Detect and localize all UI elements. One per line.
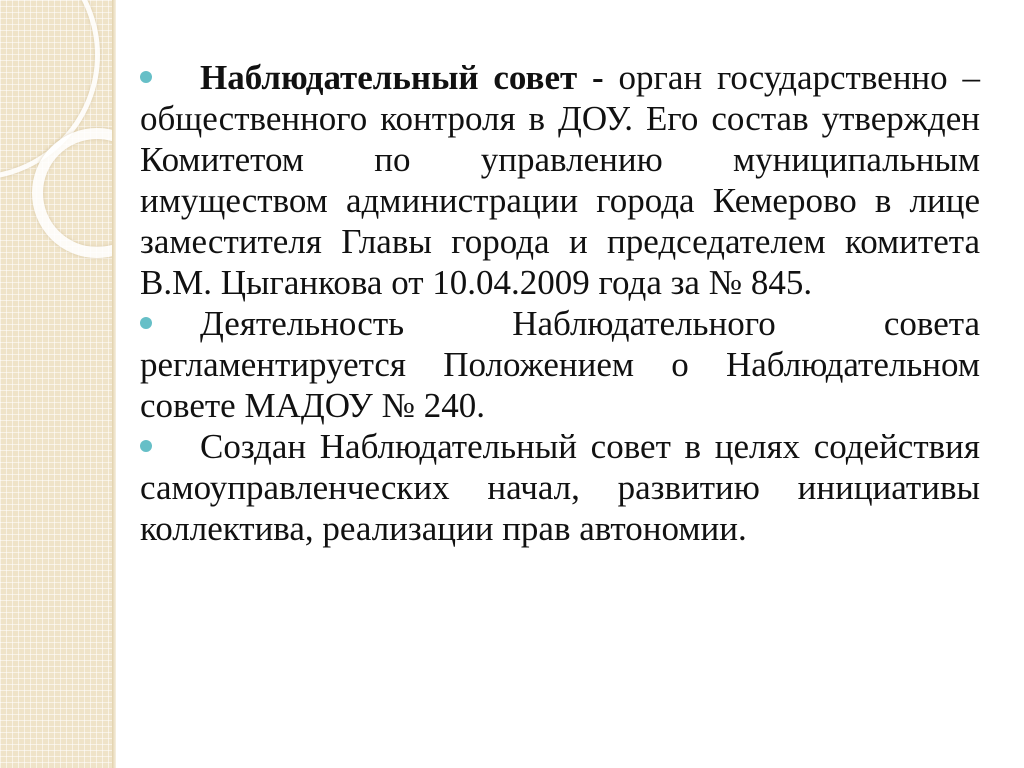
sidebar-divider <box>112 0 116 768</box>
slide-body <box>140 57 980 549</box>
bullet-item-activity <box>140 303 980 426</box>
item-text: Создан Наблюдательный совет в целях содействия самоуправленческих начал, развитию инициативы коллектива, реализации прав автономии. <box>140 427 980 548</box>
bullet-dot-icon <box>140 317 152 329</box>
item-text: Деятельность Наблюдательного совета регламентируется Положением о Наблюдательном совете МАДОУ № 240. <box>140 304 980 425</box>
bullet-dot-icon <box>140 71 152 83</box>
decorative-sidebar <box>0 0 112 768</box>
bullet-dot-icon <box>140 440 152 452</box>
item-text: орган государственно – общественного контроля в ДОУ. Его состав утвержден Комитетом по управлению муниципальным имуществом администрации города Кемерово в лице заместителя Главы города и председателем комитета В.М. Цыганкова от 10.04.2009 года за № 845. <box>140 58 980 302</box>
bullet-item-supervisory-board <box>140 57 980 303</box>
bold-term: Наблюдательный совет - <box>200 58 604 97</box>
bullet-item-purpose <box>140 426 980 549</box>
